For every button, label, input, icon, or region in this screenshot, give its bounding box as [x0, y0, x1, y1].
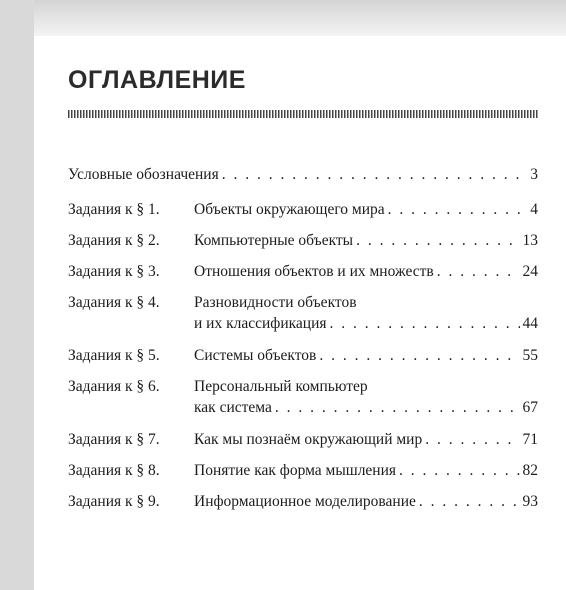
toc-entry-line: [68, 491, 538, 512]
toc-entry-title: Условные обозначения: [68, 166, 219, 183]
toc-entry-prefix: Задания к § 4.: [68, 294, 160, 311]
toc-entry-line: [68, 164, 538, 185]
toc-entry-page: 3: [530, 166, 538, 183]
toc-entry-prefix: Задания к § 7.: [68, 431, 160, 448]
dot-leader: [222, 164, 528, 185]
toc-entry: [68, 261, 538, 282]
toc-entry-title: Персональный компьютер: [194, 378, 368, 395]
toc-entry: [68, 345, 538, 366]
toc-entry: [68, 230, 538, 251]
heading-dotted-rule: [68, 110, 538, 118]
toc-entry-page: 4: [530, 201, 538, 218]
page-heading: ОГЛАВЛЕНИЕ: [68, 66, 246, 94]
toc-entry-title: Информационное моделирование: [194, 493, 416, 510]
toc-entry-line: [68, 199, 538, 220]
toc-entry-line: [68, 292, 538, 313]
toc-entry-title: Разновидности объектов: [194, 294, 357, 311]
toc-entry-prefix: Задания к § 5.: [68, 347, 160, 364]
toc-entry-page: 55: [522, 347, 538, 364]
toc-entry-page: 93: [522, 493, 538, 510]
dot-leader: [437, 261, 520, 282]
toc-entry-page: 44: [522, 315, 538, 332]
dot-leader: [275, 397, 520, 418]
toc-entry-line: [68, 376, 538, 397]
page-left-margin-strip: [0, 0, 34, 590]
book-page: [34, 36, 566, 590]
toc-entry-title-continued: и их классификация: [194, 315, 327, 332]
toc-entry: [68, 460, 538, 481]
toc-entry-prefix: Задания к § 9.: [68, 493, 160, 510]
toc-entry-title: Компьютерные объекты: [194, 232, 354, 249]
dot-leader: [319, 345, 519, 366]
toc-entry-line: [68, 313, 538, 334]
dot-leader: [388, 199, 528, 220]
toc-entry-title: Системы объектов: [194, 347, 317, 364]
toc-entry-title-continued: как система: [194, 399, 272, 416]
toc-entry-line: [68, 397, 538, 418]
toc-entry: [68, 429, 538, 450]
toc-entry-prefix: Задания к § 8.: [68, 462, 160, 479]
toc-entry-page: 71: [522, 431, 538, 448]
toc-entry-prefix: Задания к § 3.: [68, 263, 160, 280]
toc-entry: [68, 292, 538, 334]
toc-entry-title: Объекты окружающего мира: [194, 201, 385, 218]
dot-leader: [330, 313, 520, 334]
toc-entry-title: Понятие как форма мышления: [194, 462, 397, 479]
toc-entry-title: Как мы познаём окружающий мир: [194, 431, 423, 448]
dot-leader: [425, 429, 519, 450]
toc-entry-page: 24: [522, 263, 538, 280]
toc-entry-prefix: Задания к § 1.: [68, 201, 160, 218]
toc-entry: [68, 376, 538, 418]
toc-entry-line: [68, 230, 538, 251]
toc-entry: [68, 199, 538, 220]
toc-entry-line: [68, 460, 538, 481]
toc-entry-page: 82: [522, 462, 538, 479]
toc-entry-line: [68, 261, 538, 282]
dot-leader: [356, 230, 519, 251]
toc-entry-prefix: Задания к § 2.: [68, 232, 160, 249]
toc-entry-line: [68, 345, 538, 366]
toc-entry-line: [68, 429, 538, 450]
toc-entry: [68, 164, 538, 185]
toc-entry: [68, 491, 538, 512]
dot-leader: [419, 491, 520, 512]
toc-entry-page: 67: [522, 399, 538, 416]
toc-entry-title: Отношения объектов и их множеств: [194, 263, 434, 280]
toc-entry-prefix: Задания к § 6.: [68, 378, 160, 395]
toc-entry-page: 13: [522, 232, 538, 249]
dot-leader: [399, 460, 519, 481]
